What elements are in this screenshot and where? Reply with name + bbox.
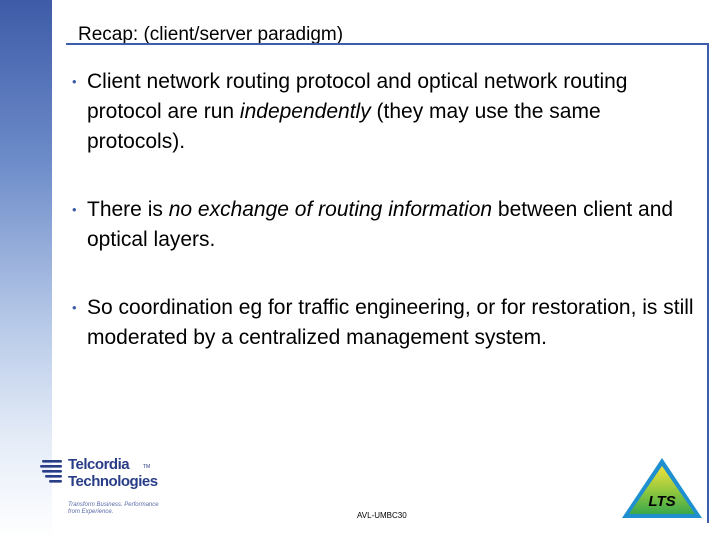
slide-title: Recap: (client/server paradigm) (78, 24, 344, 45)
bullet-text: There is (87, 198, 169, 221)
title-underline (66, 43, 709, 45)
bullet-item (72, 67, 702, 157)
bullet-item (72, 293, 702, 353)
bullet-text: Client network routing protocol and optical network routing protocol are run (87, 70, 628, 123)
right-border-line (707, 43, 709, 523)
bullet-dot-icon: • (72, 74, 77, 89)
bullet-text: between client and optical layers. (87, 198, 674, 251)
lts-label: LTS (648, 493, 676, 510)
logo-tagline: Transform Business. Performance from Experience. (68, 502, 159, 515)
bullet-dot-icon: • (72, 300, 77, 315)
bullet-emphasis: no exchange of routing information (168, 198, 493, 221)
bullet-text: So coordination eg for traffic engineering, or for restoration, is still moderated by a centralized management system. (87, 296, 694, 349)
bullet-emphasis: independently (239, 100, 371, 123)
bullet-text: (they may use the same protocols). (87, 100, 601, 153)
footer-code: AVL-UMBC30 (357, 511, 407, 520)
telcordia-logo (40, 452, 180, 522)
lts-badge (620, 456, 704, 520)
bullet-dot-icon: • (72, 202, 77, 217)
telcordia-mark-icon (40, 456, 68, 484)
logo-line1: Telcordia (68, 456, 130, 473)
bullet-item (72, 195, 702, 255)
logo-line2: Technologies (68, 473, 158, 490)
logo-trademark: TM (143, 464, 151, 470)
